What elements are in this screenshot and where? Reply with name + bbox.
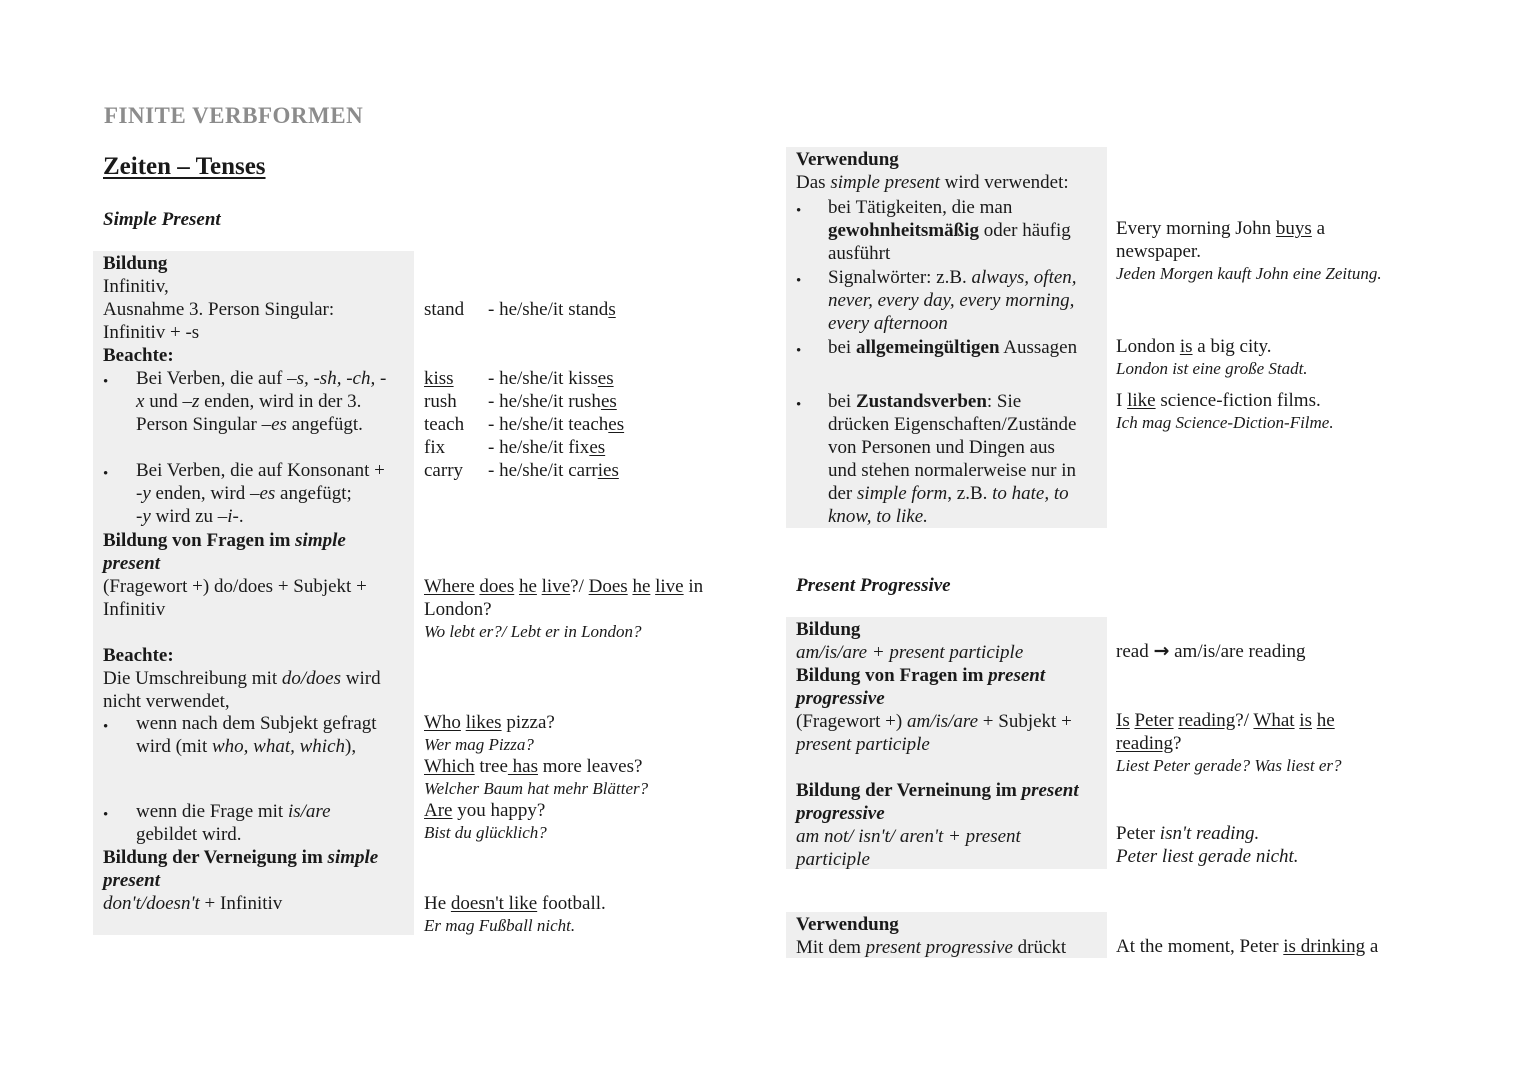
verwendung-example-1	[1116, 217, 1382, 284]
text: Is	[1116, 710, 1130, 731]
text: enden, wird in der 3.	[199, 391, 362, 412]
translation: Ich mag Science-Diction-Filme.	[1116, 413, 1334, 432]
bullet-icon: •	[796, 343, 802, 359]
text: - he/she/it teach	[488, 414, 609, 435]
text: present	[103, 870, 160, 891]
bullet-icon: •	[103, 374, 109, 390]
ending: es	[597, 368, 614, 389]
text: ?/	[1235, 710, 1254, 731]
example-verb: kiss	[424, 368, 454, 389]
text: What	[1253, 710, 1295, 731]
text: bei	[828, 391, 856, 412]
text: –es	[249, 483, 276, 504]
text: (Fragewort +)	[796, 711, 907, 732]
text: angefügt;	[275, 483, 352, 504]
rule-bullet	[828, 196, 1071, 265]
text: London?	[424, 599, 492, 620]
text: - he/she/it kiss	[488, 368, 598, 389]
arrow-right-icon: →	[1153, 640, 1170, 662]
example-verb: fix	[424, 437, 446, 458]
beachte-label: Beachte:	[103, 345, 174, 366]
text: und stehen normalerweise nur in	[828, 460, 1076, 481]
bullet-icon: •	[103, 466, 109, 482]
text: , z.B.	[947, 483, 993, 504]
example-verb: rush	[424, 391, 457, 412]
text: gebildet wird.	[136, 824, 242, 845]
text: –es	[261, 414, 287, 435]
text: isn't reading.	[1159, 823, 1260, 844]
section-title: Zeiten – Tenses	[103, 153, 266, 180]
text: - he/she/it rush	[488, 391, 601, 412]
verwendung-example-2	[1116, 335, 1308, 379]
text: am/is/are	[906, 711, 979, 732]
text: drücken Eigenschaften/Zustände	[828, 414, 1077, 435]
simple-present-heading: Simple Present	[103, 209, 221, 230]
beachte-examples	[424, 711, 648, 843]
text: am/is/are reading	[1169, 641, 1306, 662]
text: + Infinitiv	[199, 893, 283, 914]
text: I	[1116, 390, 1128, 411]
text: oder häufig	[978, 220, 1071, 241]
text: is/are	[287, 801, 331, 822]
text: Where	[424, 576, 475, 597]
text: - he/she/it carr	[488, 460, 598, 481]
text: von Personen und Dingen aus	[828, 437, 1055, 458]
text: wird	[341, 668, 381, 689]
text: Every morning John	[1116, 218, 1276, 239]
text: Bei Verben, die auf	[136, 368, 288, 389]
text: present participle	[796, 734, 930, 755]
translation: Jeden Morgen kauft John eine Zeitung.	[1116, 264, 1382, 283]
text: simple	[295, 530, 346, 551]
verwendung-progressive	[796, 913, 1066, 959]
text: am not/ isn't/ aren't + present	[796, 826, 1021, 847]
text: Die Umschreibung mit	[103, 668, 282, 689]
text: At the moment, Peter	[1116, 936, 1284, 957]
text: nicht verwendet,	[103, 691, 230, 712]
ending: s	[608, 299, 616, 320]
text: .	[238, 506, 244, 527]
text: Bildung von Fragen im	[796, 665, 989, 686]
text: wird verwendet:	[939, 172, 1069, 193]
text: Peter	[1116, 823, 1160, 844]
text: does	[479, 576, 515, 597]
text: Which	[424, 756, 475, 777]
progressive-verneinung-example	[1116, 822, 1299, 868]
text: in	[683, 576, 704, 597]
text: tree	[474, 756, 508, 777]
text: football.	[537, 893, 606, 914]
translation: Liest Peter gerade? Was liest er?	[1116, 756, 1342, 775]
text: present progressive	[865, 937, 1013, 958]
present-progressive-heading: Present Progressive	[796, 575, 951, 596]
text: ?/	[570, 576, 589, 597]
text: a	[1365, 936, 1379, 957]
text: und	[144, 391, 183, 412]
text: wird (mit	[136, 736, 212, 757]
text: is drinking	[1283, 936, 1366, 957]
text: he	[518, 576, 537, 597]
bildung-label: Bildung	[103, 253, 168, 274]
rule-bullet	[136, 367, 386, 436]
text: : Sie	[986, 391, 1022, 412]
simple-present-rules	[103, 252, 334, 367]
text: -y	[136, 506, 151, 527]
verneinung-example	[424, 892, 606, 936]
text: –i-	[217, 506, 239, 527]
text: bei	[828, 337, 856, 358]
text: Infinitiv	[103, 599, 166, 620]
ending: es	[608, 414, 625, 435]
verwendung-rules	[796, 148, 1069, 194]
text: read	[1116, 641, 1154, 662]
text: Does	[588, 576, 628, 597]
example-verb: stand	[424, 299, 465, 320]
text: Bildung von Fragen im	[103, 530, 296, 551]
progressive-bildung-example	[1116, 640, 1305, 663]
rule-bullet	[136, 459, 385, 528]
text: has	[507, 756, 538, 777]
text: is	[1179, 336, 1193, 357]
translation: Er mag Fußball nicht.	[424, 916, 576, 935]
ending: es	[589, 437, 606, 458]
text: Mit dem	[796, 937, 866, 958]
bildung-label: Bildung	[796, 619, 861, 640]
text: Zustandsverben	[855, 391, 987, 412]
text: wenn die Frage mit	[136, 801, 288, 822]
text: (Fragewort +) do/does + Subjekt +	[103, 576, 367, 597]
translation: Wer mag Pizza?	[424, 735, 534, 754]
text: buys	[1275, 218, 1312, 239]
text: simple present	[830, 172, 940, 193]
text: a big city.	[1192, 336, 1272, 357]
text: Bei Verben, die auf Konsonant +	[136, 460, 385, 481]
text: He	[424, 893, 451, 914]
text: -y	[136, 483, 151, 504]
text: doesn't like	[450, 893, 538, 914]
text: to hate, to	[992, 483, 1069, 504]
text: drückt	[1012, 937, 1067, 958]
text: is	[1299, 710, 1312, 731]
fragen-rules	[103, 529, 381, 713]
bullet-icon: •	[103, 807, 109, 823]
text: do/does	[281, 668, 341, 689]
verwendung-label: Verwendung	[796, 149, 899, 170]
text: London	[1116, 336, 1180, 357]
example-list	[424, 367, 624, 482]
present-progressive-rules	[796, 618, 1079, 871]
translation: Bist du glücklich?	[424, 823, 547, 842]
text: angefügt.	[286, 414, 363, 435]
text: he	[632, 576, 651, 597]
text: Who	[424, 712, 461, 733]
text: know, to like.	[828, 506, 928, 527]
text: allgemeingültigen	[855, 337, 1000, 358]
text: enden, wird	[150, 483, 250, 504]
verwendung-example-3	[1116, 389, 1334, 433]
rule-bullet	[828, 390, 1076, 528]
text: der	[828, 483, 858, 504]
text: pizza?	[501, 712, 555, 733]
text: + Subjekt +	[978, 711, 1072, 732]
example-row	[424, 298, 616, 321]
text: –s, -sh, -ch, -	[287, 368, 387, 389]
text: present	[1021, 780, 1079, 801]
text: ausführt	[828, 243, 891, 264]
progressive-fragen-example	[1116, 709, 1342, 776]
rule-bullet	[136, 800, 331, 846]
text: wenn nach dem Subjekt gefragt	[136, 713, 377, 734]
text: - he/she/it stand	[488, 299, 609, 320]
text: Bildung der Verneigung im	[103, 847, 328, 868]
text: don't/doesn't	[103, 893, 200, 914]
bullet-icon: •	[796, 397, 802, 413]
text: science-fiction films.	[1155, 390, 1321, 411]
rule-bullet	[136, 712, 377, 758]
text: present	[988, 665, 1046, 686]
translation: Welcher Baum hat mehr Blätter?	[424, 779, 649, 798]
example-verb: carry	[424, 460, 464, 481]
text: he	[1316, 710, 1335, 731]
text: progressive	[796, 803, 885, 824]
text: present	[103, 553, 160, 574]
text: who, what, which	[212, 736, 346, 757]
rule-bullet	[828, 336, 1077, 359]
text: simple form	[857, 483, 948, 504]
text: like	[1127, 390, 1156, 411]
text: always, often,	[971, 267, 1077, 288]
text: Person Singular	[136, 414, 262, 435]
text: live	[541, 576, 571, 597]
text: reading	[1116, 733, 1173, 754]
rule-bullet	[828, 266, 1077, 335]
translation: Peter liest gerade nicht.	[1116, 846, 1299, 867]
text: x	[136, 391, 145, 412]
bullet-icon: •	[796, 273, 802, 289]
bullet-icon: •	[796, 203, 802, 219]
text: simple	[327, 847, 379, 868]
text: wird zu	[150, 506, 218, 527]
bullet-icon: •	[103, 719, 109, 735]
text: bei Tätigkeiten, die man	[828, 197, 1013, 218]
text-line: Infinitiv,	[103, 276, 169, 297]
text: - he/she/it fix	[488, 437, 590, 458]
fragen-example	[424, 575, 703, 642]
text: Bildung der Verneinung im	[796, 780, 1022, 801]
translation: Wo lebt er?/ Lebt er in London?	[424, 622, 642, 641]
text: newspaper.	[1116, 241, 1201, 262]
ending: es	[600, 391, 617, 412]
page-title: FINITE VERBFORMEN	[104, 103, 364, 128]
text: ),	[345, 736, 357, 757]
text: Das	[796, 172, 831, 193]
text: never, every day, every morning,	[828, 290, 1075, 311]
verwendung-label: Verwendung	[796, 914, 899, 935]
text: Aussagen	[999, 337, 1078, 358]
text: Signalwörter: z.B.	[828, 267, 972, 288]
text: Are	[424, 800, 453, 821]
text-line: Infinitiv + -s	[103, 322, 200, 343]
text: am/is/are + present participle	[796, 642, 1024, 663]
text: progressive	[796, 688, 885, 709]
progressive-verwendung-example	[1116, 935, 1378, 958]
verneinung-rules	[103, 846, 378, 915]
beachte-label: Beachte:	[103, 645, 174, 666]
text: Peter	[1134, 710, 1174, 731]
text: live	[655, 576, 684, 597]
text: every afternoon	[828, 313, 948, 334]
text: a	[1311, 218, 1325, 239]
text: –z	[182, 391, 200, 412]
text: ?	[1172, 733, 1182, 754]
text: gewohnheitsmäßig	[828, 220, 979, 241]
ending: ies	[597, 460, 619, 481]
text: reading	[1178, 710, 1236, 731]
text: more leaves?	[537, 756, 643, 777]
text: likes	[465, 712, 502, 733]
example-verb: teach	[424, 414, 465, 435]
text-line: Ausnahme 3. Person Singular:	[103, 299, 335, 320]
text: you happy?	[452, 800, 546, 821]
text: participle	[796, 849, 870, 870]
translation: London ist eine große Stadt.	[1116, 359, 1308, 378]
